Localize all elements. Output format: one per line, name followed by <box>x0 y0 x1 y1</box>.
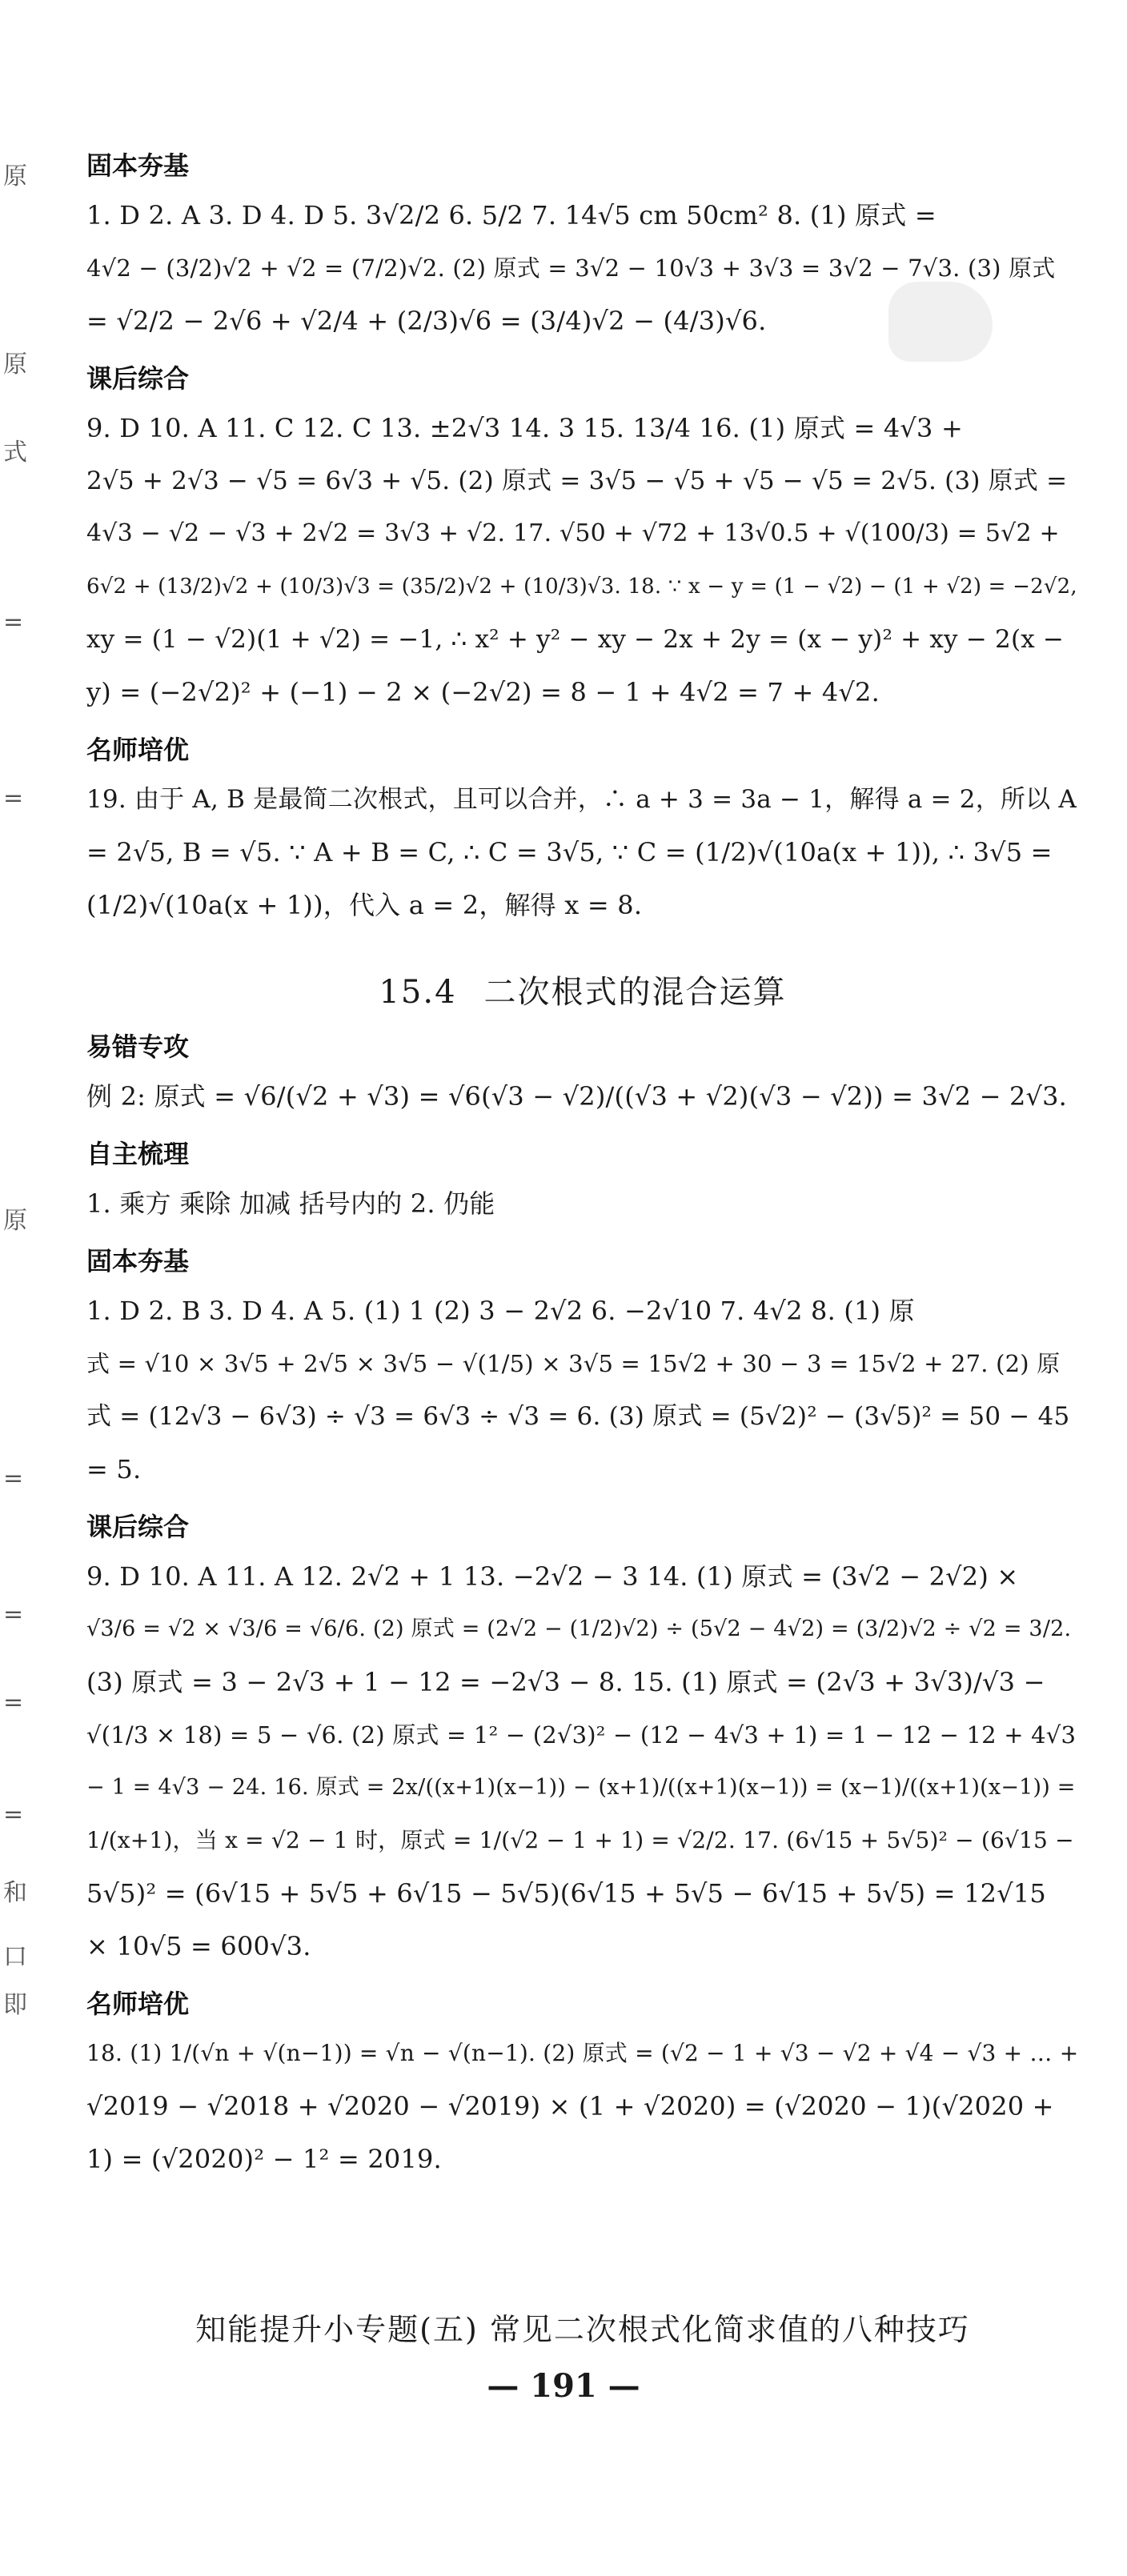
answer-line: 2√5 + 2√3 − √5 = 6√3 + √5. (2) 原式 = 3√5 − √5 + √5 − √5 = 2√5. (3) 原式 = <box>86 467 1068 495</box>
section-heading: 固本夯基 <box>86 150 190 181</box>
margin-char: 即 <box>3 1991 27 2019</box>
margin-char: = <box>3 784 24 812</box>
answer-line: y) = (−2√2)² + (−1) − 2 × (−2√2) = 8 − 1 + 4√2 = 7 + 4√2. <box>86 677 880 707</box>
section-title-text: 二次根式的混合运算 <box>483 974 787 1011</box>
section-number: 15.4 <box>379 974 457 1011</box>
margin-char: = <box>3 1600 24 1629</box>
answer-line: 19. 由于 A, B 是最简二次根式，且可以合并，∴ a + 3 = 3a − 1，解得 a = 2，所以 A <box>86 785 1077 814</box>
answer-line: 6√2 + (13/2)√2 + (10/3)√3 = (35/2)√2 + (10/3)√3. 18. ∵ x − y = (1 − √2) − (1 + √2) = −2√2, <box>86 575 1077 599</box>
answer-line: = √2/2 − 2√6 + √2/4 + (2/3)√6 = (3/4)√2 − (4/3)√6. <box>86 306 767 336</box>
answer-line: 例 2: 原式 = √6/(√2 + √3) = √6(√3 − √2)/((√3 + √2)(√3 − √2)) = 3√2 − 2√3. <box>86 1081 1068 1112</box>
section-heading: 名师培优 <box>86 735 190 765</box>
page-number: — 191 — <box>487 2367 640 2405</box>
section-heading: 名师培优 <box>86 1989 190 2019</box>
margin-char: = <box>3 1464 24 1492</box>
answer-line: 1. D 2. B 3. D 4. A 5. (1) 1 (2) 3 − 2√2 6. −2√10 7. 4√2 8. (1) 原 <box>86 1296 915 1326</box>
margin-char: = <box>3 608 24 636</box>
answer-line: 4√3 − √2 − √3 + 2√2 = 3√3 + √2. 17. √50 + √72 + 13√0.5 + √(100/3) = 5√2 + <box>86 519 1060 547</box>
answer-line: 式 = (12√3 − 6√3) ÷ √3 = 6√3 ÷ √3 = 6. (3) 原式 = (5√2)² − (3√5)² = 50 − 45 <box>86 1402 1070 1431</box>
margin-char: 口 <box>3 1943 27 1971</box>
section-heading: 固本夯基 <box>86 1246 190 1276</box>
answer-line: 4√2 − (3/2)√2 + √2 = (7/2)√2. (2) 原式 = 3√2 − 10√3 + 3√3 = 3√2 − 7√3. (3) 原式 <box>86 254 1056 282</box>
section-title <box>86 967 1079 1012</box>
answer-line: 1/(x+1)，当 x = √2 − 1 时，原式 = 1/(√2 − 1 + 1) = √2/2. 17. (6√15 + 5√5)² − (6√15 − <box>86 1827 1074 1853</box>
answer-line: 式 = √10 × 3√5 + 2√5 × 3√5 − √(1/5) × 3√5 = 15√2 + 30 − 3 = 15√2 + 27. (2) 原 <box>86 1350 1061 1377</box>
section-heading: 课后综合 <box>86 363 190 394</box>
left-margin-bleed <box>0 0 32 2576</box>
margin-char: 式 <box>3 439 27 467</box>
answer-line: 1. 乘方 乘除 加减 括号内的 2. 仍能 <box>86 1188 495 1219</box>
answer-content <box>86 134 1079 2185</box>
answer-line: 9. D 10. A 11. A 12. 2√2 + 1 13. −2√2 − 3 14. (1) 原式 = (3√2 − 2√2) × <box>86 1561 1019 1592</box>
margin-char: 和 <box>3 1879 27 1907</box>
answer-line: − 1 = 4√3 − 24. 16. 原式 = 2x/((x+1)(x−1)) − (x+1)/((x+1)(x−1)) = (x−1)/((x+1)(x−1)) = <box>86 1775 1076 1800</box>
answer-line: 9. D 10. A 11. C 12. C 13. ±2√3 14. 3 15. 13/4 16. (1) 原式 = 4√3 + <box>86 413 963 443</box>
answer-line: (1/2)√(10a(x + 1))，代入 a = 2，解得 x = 8. <box>86 890 643 920</box>
answer-line: √(1/3 × 18) = 5 − √6. (2) 原式 = 1² − (2√3)² − (12 − 4√3 + 1) = 1 − 12 − 12 + 4√3 <box>86 1721 1077 1749</box>
margin-char: = <box>3 1689 24 1717</box>
section-heading: 课后综合 <box>86 1512 190 1542</box>
answer-line: 1. D 2. A 3. D 4. D 5. 3√2/2 6. 5/2 7. 14√5 cm 50cm² 8. (1) 原式 = <box>86 200 936 230</box>
answer-line: 18. (1) 1/(√n + √(n−1)) = √n − √(n−1). (2) 原式 = (√2 − 1 + √3 − √2 + √4 − √3 + … + <box>86 2040 1079 2066</box>
margin-char: 原 <box>3 1207 27 1235</box>
answer-line: × 10√5 = 600√3. <box>86 1931 311 1961</box>
answer-line: 1) = (√2020)² − 1² = 2019. <box>86 2144 442 2174</box>
section-heading: 易错专攻 <box>86 1032 190 1062</box>
answer-line: √3/6 = √2 × √3/6 = √6/6. (2) 原式 = (2√2 − (1/2)√2) ÷ (5√2 − 4√2) = (3/2)√2 ÷ √2 = 3/2. <box>86 1617 1072 1641</box>
margin-char: 原 <box>3 351 27 379</box>
answer-line: = 2√5, B = √5. ∵ A + B = C, ∴ C = 3√5, ∵ C = (1/2)√(10a(x + 1)), ∴ 3√5 = <box>86 837 1053 867</box>
answer-line: (3) 原式 = 3 − 2√3 + 1 − 12 = −2√3 − 8. 15. (1) 原式 = (2√3 + 3√3)/√3 − <box>86 1667 1045 1697</box>
answer-line: = 5. <box>86 1454 142 1484</box>
answer-line: √2019 − √2018 + √2020 − √2019) × (1 + √2020) = (√2020 − 1)(√2020 + <box>86 2091 1054 2121</box>
answer-line: xy = (1 − √2)(1 + √2) = −1, ∴ x² + y² − xy − 2x + 2y = (x − y)² + xy − 2(x − <box>86 625 1065 654</box>
answer-line: 5√5)² = (6√15 + 5√5 + 6√15 − 5√5)(6√15 + 5√5 − 6√15 + 5√5) = 12√15 <box>86 1878 1046 1909</box>
section-heading: 自主梳理 <box>86 1139 190 1169</box>
margin-char: = <box>3 1801 24 1829</box>
margin-char: 原 <box>3 162 27 190</box>
topic-title: 知能提升小专题(五) 常见二次根式化简求值的八种技巧 <box>195 2312 970 2347</box>
